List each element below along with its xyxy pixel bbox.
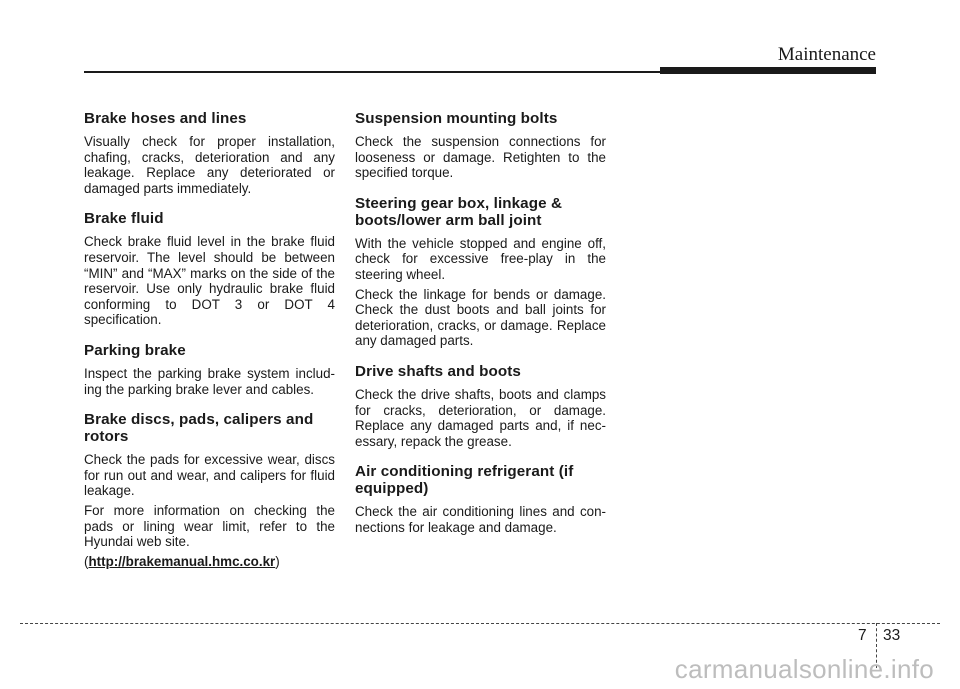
header-rule [84,71,660,73]
section-brake-discs [84,411,335,569]
section-paragraph: With the vehicle stopped and engine off, check for excessive free-play in the steering wheel. [355,235,606,282]
section-heading: Brake discs, pads, calipers and rotors [84,411,314,446]
section-steering-gear [355,195,606,349]
section-heading: Suspension mounting bolts [355,110,558,127]
page-number: 33 [883,627,901,644]
link-close-paren: ) [275,553,280,569]
section-paragraph: Check the linkage for bends or damage. Check the dust boots and ball joints for deterioration, cracks, or damage. Replace any damaged parts. [355,286,606,349]
right-column [355,110,606,550]
section-heading: Parking brake [84,341,186,359]
section-heading: Brake hoses and lines [84,110,247,127]
footer-dashed-rule [20,623,940,624]
web-link-line [84,554,335,570]
section-brake-fluid [84,210,335,328]
section-paragraph: Inspect the parking brake system includ-ing the parking brake lever and cables. [84,365,335,397]
section-heading: Drive shafts and boots [355,362,521,380]
section-drive-shafts [355,363,606,449]
section-paragraph: Check the drive shafts, boots and clamps for cracks, deterioration, or damage. Replace any damaged parts and, if nec-essary, repack the grease. [355,386,606,449]
section-paragraph: Check brake fluid level in the brake fluid reservoir. The level should be between “MIN” and “MAX” marks on the side of the reservoir. Use only hydraulic brake fluid conforming to DOT 3 or DOT 4 specification. [84,234,335,328]
section-brake-hoses [84,110,335,196]
brake-manual-link[interactable]: http://brakemanual.hmc.co.kr [88,553,276,569]
chapter-number: 7 [858,627,867,644]
section-paragraph: For more information on checking the pads or lining wear limit, refer to the Hyundai web site. [84,502,335,550]
link-open-paren: ( [84,553,89,569]
section-paragraph: Check the suspension connections for looseness or damage. Retighten to the specified torque. [355,134,606,181]
section-heading: Steering gear box, linkage & boots/lower arm ball joint [355,194,563,229]
section-parking-brake [84,342,335,397]
section-heading: Brake fluid [84,210,164,228]
header-rule-accent [660,67,876,74]
page-header-title: Maintenance [777,44,876,65]
section-suspension-bolts [355,110,606,181]
section-heading: Air conditioning refrigerant (if equipped) [355,463,574,498]
left-column [84,110,335,573]
section-paragraph: Check the pads for excessive wear, discs for run out and wear, and calipers for fluid leakage. [84,452,335,499]
section-paragraph: Visually check for proper installation, chafing, cracks, deterioration and any leakage. Replace any deteriorated or damaged parts immediately. [84,134,335,196]
section-air-conditioning [355,463,606,535]
section-paragraph: Check the air conditioning lines and con-nections for leakage and damage. [355,504,606,535]
watermark: carmanualsonline.info [674,654,934,684]
